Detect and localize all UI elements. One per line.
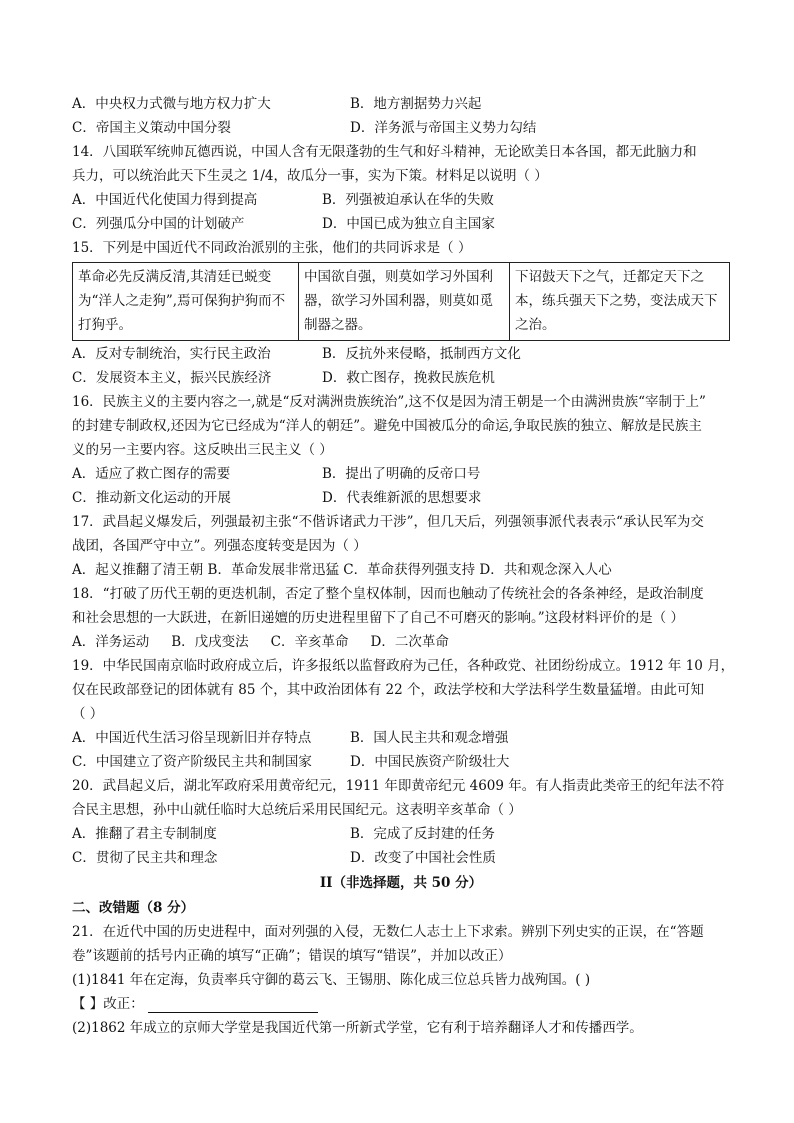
q16-options-row-1 bbox=[72, 462, 730, 486]
q14-stem-line-1: 14．八国联军统帅瓦德西说，中国人含有无限蓬勃的生气和好斗精神，无论欧美日本各国，都无此脑力和 bbox=[72, 144, 697, 160]
q13-option-c[interactable]: C．帝国主义策动中国分裂 bbox=[72, 120, 231, 136]
q18-option-a[interactable]: A．洋务运动 bbox=[72, 634, 150, 650]
q14-stem-line-2: 兵力，可以统治此天下生灵之 1/4，故瓜分一事，实为下策。材料足以说明（ ） bbox=[72, 168, 548, 184]
q15-option-c[interactable]: C．发展资本主义，振兴民族经济 bbox=[72, 370, 272, 386]
q21-stem-line-2: 卷”该题前的括号内正确的填写“正确”；错误的填写“错误”，并加以改正） bbox=[72, 948, 512, 964]
q20-option-b[interactable]: B．完成了反封建的任务 bbox=[350, 826, 495, 842]
section-2-title: II（非选择题，共 50 分） bbox=[319, 875, 483, 891]
part-2-heading: 二、改错题（8 分） bbox=[72, 900, 195, 916]
q20-option-c[interactable]: C．贯彻了民主共和理念 bbox=[72, 850, 218, 866]
q20-stem-line-1: 20．武昌起义后，湖北军政府采用黄帝纪元，1911 年即黄帝纪元 4609 年。有人指责此类帝王的纪年法不符 bbox=[72, 778, 725, 794]
q14-option-a[interactable]: A．中国近代化使国力得到提高 bbox=[72, 192, 258, 208]
q15-option-a[interactable]: A．反对专制统治，实行民主政治 bbox=[72, 346, 271, 362]
q16-options-row-2 bbox=[72, 486, 730, 510]
q19-option-b[interactable]: B．国人民主共和观念增强 bbox=[350, 730, 509, 746]
exam-page bbox=[72, 92, 735, 1040]
q18-options-row bbox=[72, 630, 730, 654]
q18-option-b[interactable]: B．戊戌变法 bbox=[171, 634, 249, 650]
q13-options-row-2 bbox=[72, 116, 730, 140]
q18-stem-line-1: 18．“打破了历代王朝的更迭机制，否定了整个皇权体制，因而也触动了传统社会的各条神经，是政治制度 bbox=[72, 586, 704, 602]
q19-option-d[interactable]: D．中国民族资产阶级壮大 bbox=[350, 754, 510, 770]
q15-option-b[interactable]: B．反抗外来侵略，抵制西方文化 bbox=[322, 346, 521, 362]
q15-option-d[interactable]: D．救亡图存，挽救民族危机 bbox=[322, 370, 495, 386]
q16-stem-line-2: 的封建专制政权,还因为它已经成为“洋人的朝廷”。避免中国被瓜分的命运,争取民族的独立、解放是民族主 bbox=[72, 418, 702, 434]
q21-correction-blank[interactable] bbox=[148, 996, 318, 1013]
q17-stem-line-2: 战团，各国严守中立”。列强态度转变是因为（ ） bbox=[72, 538, 367, 554]
q13-option-a[interactable]: A．中央权力式微与地方权力扩大 bbox=[72, 96, 271, 112]
q21-correction-label: 【 】改正： bbox=[72, 996, 144, 1012]
q19-option-c[interactable]: C．中国建立了资产阶级民主共和制国家 bbox=[72, 754, 312, 770]
q20-options-row-2 bbox=[72, 846, 730, 870]
q15-options-row-2 bbox=[72, 366, 730, 390]
q20-option-d[interactable]: D．改变了中国社会性质 bbox=[350, 850, 496, 866]
q16-option-a[interactable]: A．适应了救亡图存的需要 bbox=[72, 466, 231, 482]
q13-option-d[interactable]: D．洋务派与帝国主义势力勾结 bbox=[350, 120, 537, 136]
q19-options-row-2 bbox=[72, 750, 730, 774]
q19-stem-line-3: （ ） bbox=[72, 706, 104, 722]
q19-stem-line-2: 仅在民政部登记的团体就有 85 个，其中政治团体有 22 个，政法学校和大学法科学生数量猛增。由此可知 bbox=[72, 682, 705, 698]
q17-stem-line-1: 17．武昌起义爆发后，列强最初主张“不偕诉诸武力干涉”，但几天后，列强领事派代表表示“承认民军为交 bbox=[72, 514, 704, 530]
q17-options[interactable]: A．起义推翻了清王朝 B．革命发展非常迅猛 C．革命获得列强支持 D．共和观念深入人心 bbox=[72, 562, 612, 578]
q19-options-row-1 bbox=[72, 726, 730, 750]
q16-stem-line-3: 义的另一主要内容。这反映出三民主义（ ） bbox=[72, 442, 333, 458]
q15-material-cell-1: 革命必先反满反清,其清廷已蜕变为“洋人之走狗”,焉可保狗护狗而不打狗乎。 bbox=[73, 263, 299, 341]
q20-stem-line-2: 合民主思想，孙中山就任临时大总统后采用民国纪元。这表明辛亥革命（ ） bbox=[72, 802, 522, 818]
q14-option-d[interactable]: D．中国已成为独立自主国家 bbox=[322, 216, 495, 232]
q14-option-b[interactable]: B．列强被迫承认在华的失败 bbox=[322, 192, 494, 208]
q13-options-row-1 bbox=[72, 92, 730, 116]
q16-stem-line-1: 16．民族主义的主要内容之一,就是“反对满洲贵族统治”,这不仅是因为清王朝是一个由满洲贵族“宰制于上” bbox=[72, 394, 706, 410]
q20-options-row-1 bbox=[72, 822, 730, 846]
q15-material-cell-3: 下诏鼓天下之气，迁都定天下之本，练兵强天下之势，变法成天下之治。 bbox=[510, 263, 730, 341]
q14-options-row-1 bbox=[72, 188, 730, 212]
q14-options-row-2 bbox=[72, 212, 730, 236]
q15-options-row-1 bbox=[72, 342, 730, 366]
q18-option-d[interactable]: D．二次革命 bbox=[370, 634, 449, 650]
q21-correction-row bbox=[72, 992, 730, 1016]
q18-option-c[interactable]: C．辛亥革命 bbox=[270, 634, 349, 650]
q19-option-a[interactable]: A．中国近代生活习俗呈现新旧并存特点 bbox=[72, 730, 312, 746]
q15-material-table bbox=[72, 262, 730, 341]
q16-option-b[interactable]: B．提出了明确的反帝口号 bbox=[322, 466, 481, 482]
q19-stem-line-1: 19．中华民国南京临时政府成立后，许多报纸以监督政府为己任，各种政党、社团纷纷成立。1912 年 10 月， bbox=[72, 658, 735, 674]
q16-option-d[interactable]: D．代表维新派的思想要求 bbox=[322, 490, 482, 506]
q21-stem-line-1: 21．在近代中国的历史进程中，面对列强的入侵，无数仁人志士上下求索。辨别下列史实的正误，在“答题 bbox=[72, 924, 704, 940]
q16-option-c[interactable]: C．推动新文化运动的开展 bbox=[72, 490, 231, 506]
q18-stem-line-2: 和社会思想的一大跃进，在新旧递嬗的历史进程里留下了自己不可磨灭的影响。”这段材料评价的是（ ） bbox=[72, 610, 684, 626]
q20-option-a[interactable]: A．推翻了君主专制制度 bbox=[72, 826, 217, 842]
q15-stem: 15．下列是中国近代不同政治派别的主张，他们的共同诉求是（ ） bbox=[72, 240, 472, 256]
q21-item-1: (1)1841 年在定海，负责率兵守御的葛云飞、王锡朋、陈化成三位总兵皆力战殉国。( ) bbox=[72, 972, 591, 988]
q14-option-c[interactable]: C．列强瓜分中国的计划破产 bbox=[72, 216, 245, 232]
q13-option-b[interactable]: B．地方割据势力兴起 bbox=[350, 96, 482, 112]
q15-material-cell-2: 中国欲自强，则莫如学习外国利器，欲学习外国利器，则莫如觅制器之器。 bbox=[299, 263, 510, 341]
q21-item-2: (2)1862 年成立的京师大学堂是我国近代第一所新式学堂，它有利于培养翻译人才和传播西学。 bbox=[72, 1020, 643, 1036]
